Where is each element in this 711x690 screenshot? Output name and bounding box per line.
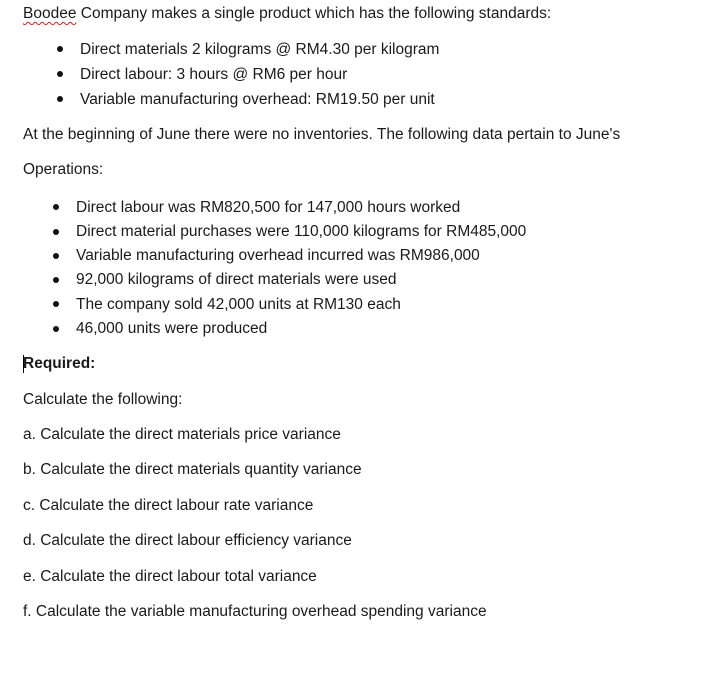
standard-item: Direct labour: 3 hours @ RM6 per hour	[80, 66, 348, 83]
question-item: d. Calculate the direct labour efficiency variance	[23, 532, 352, 549]
company-name: Boodee	[23, 5, 77, 22]
calc-intro: Calculate the following:	[23, 391, 183, 408]
question-item: e. Calculate the direct labour total variance	[23, 568, 317, 585]
operation-item: Direct material purchases were 110,000 kilograms for RM485,000	[76, 223, 527, 240]
bullet-icon	[57, 96, 63, 102]
bullet-icon	[53, 253, 59, 259]
bullet-icon	[53, 204, 59, 210]
standard-item: Direct materials 2 kilograms @ RM4.30 per kilogram	[80, 41, 440, 58]
standard-item: Variable manufacturing overhead: RM19.50 per unit	[80, 91, 435, 108]
bullet-icon	[57, 46, 63, 52]
operation-item: 46,000 units were produced	[76, 320, 268, 337]
bullet-icon	[53, 326, 59, 332]
operation-item: The company sold 42,000 units at RM130 each	[76, 296, 401, 313]
bullet-icon	[53, 301, 59, 307]
operation-item: Variable manufacturing overhead incurred was RM986,000	[76, 247, 480, 264]
bullet-icon	[53, 277, 59, 283]
paragraph-line-1: At the beginning of June there were no inventories. The following data pertain to June's	[23, 126, 621, 143]
intro-text: Company makes a single product which has the following standards:	[76, 5, 552, 22]
operation-item: 92,000 kilograms of direct materials were used	[76, 271, 397, 288]
question-item: a. Calculate the direct materials price variance	[23, 426, 341, 443]
question-item: c. Calculate the direct labour rate variance	[23, 497, 314, 514]
required-heading: Required:	[23, 355, 96, 372]
operation-item: Direct labour was RM820,500 for 147,000 hours worked	[76, 199, 461, 216]
bullet-icon	[57, 71, 63, 77]
paragraph-line-2: Operations:	[23, 161, 104, 178]
question-item: f. Calculate the variable manufacturing overhead spending variance	[23, 603, 487, 620]
bullet-icon	[53, 229, 59, 235]
question-item: b. Calculate the direct materials quantity variance	[23, 461, 362, 478]
intro-line	[23, 4, 551, 24]
